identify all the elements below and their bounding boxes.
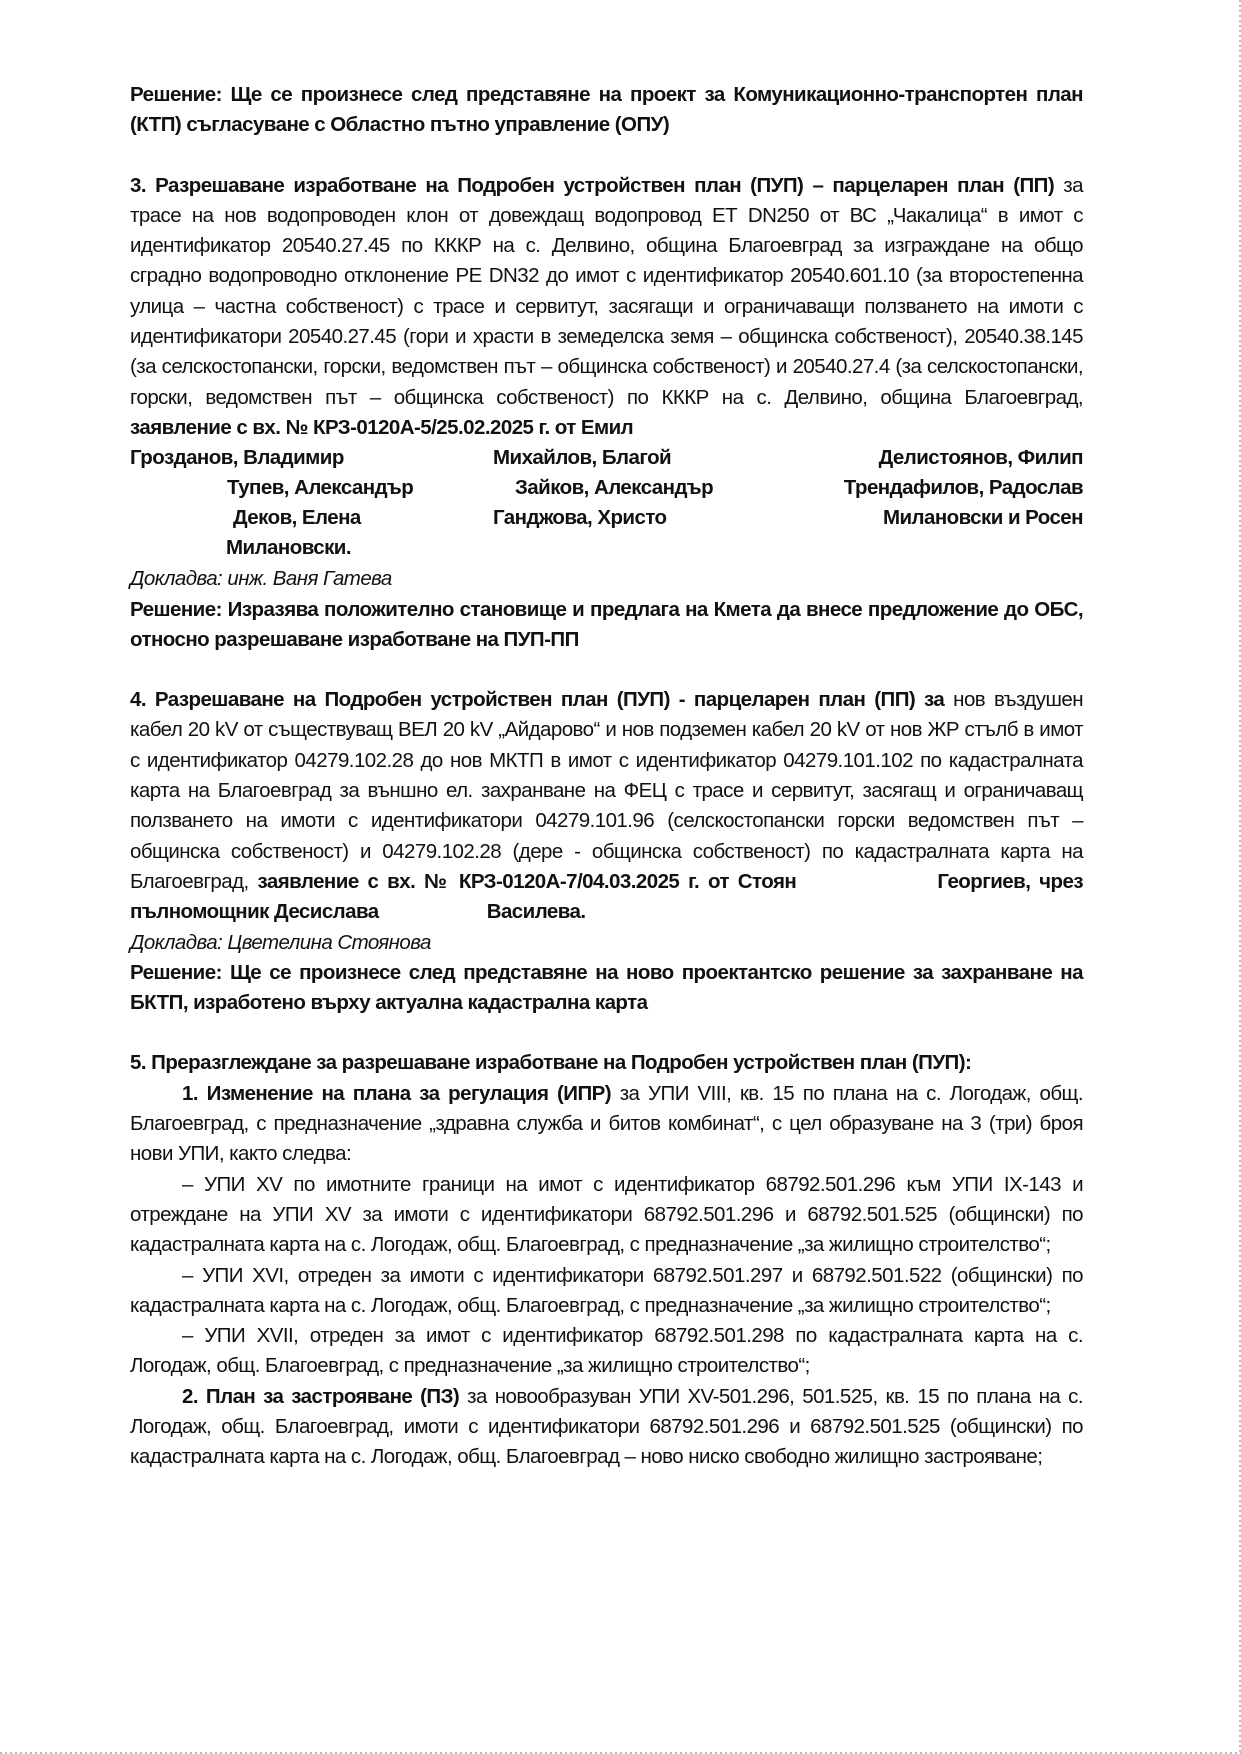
upi-bullet: – УПИ XV по имотните граници на имот с идентификатор 68792.501.296 към УПИ IX-143 и отреждане на УПИ XV за имоти с идентификатори 68792.501.296 и 68792.501.525 (общински) по кадастралната карта на с. Логодаж, общ. Благоевград, с предназначение „за жилищно строителство“; bbox=[130, 1172, 1083, 1257]
item3-decision: Решение: Изразява положително становище и предлага на Кмета да внесе предложение до ОБС, относно разрешаване изработване на ПУП-ПП bbox=[130, 597, 1083, 651]
decision-ktp: Решение: Ще се произнесе след представяне на проект за Комуникационно-транспортен план (КТП) съгласуване с Областно пътно управление (ОПУ) bbox=[130, 83, 1083, 137]
item5-sub1-body: за УПИ VIII, кв. 15 по плана на с. Логодаж, общ. Благоевград, с предназначение „здравна служба и битов комбинат“, с цел образуване на 3 (три) броя нови УПИ, както следва: bbox=[130, 1081, 1083, 1166]
applicant-name: Михайлов, Благой bbox=[493, 446, 672, 470]
item5-sub2-body: за новообразуван УПИ XV-501.296, 501.525, кв. 15 по плана на с. Логодаж, общ. Благоевград, имоти с идентификатори 68792.501.296 и 68792.501.525 (общински) по кадастралната карта на с. Логодаж, общ. Благоевград – ново ниско свободно жилищно застрояване; bbox=[130, 1384, 1083, 1469]
applicant-name: Милановски и Росен bbox=[882, 506, 1083, 530]
item5-sub2-label: 2. План за застрояване (ПЗ) bbox=[182, 1384, 460, 1408]
item3-heading: 3. Разрешаване изработване на Подробен устройствен план (ПУП) – парцеларен план (ПП) bbox=[130, 173, 1055, 197]
applicant-name: Милановски. bbox=[226, 536, 352, 560]
applicant-name: Зайков, Александър bbox=[515, 476, 714, 500]
agenda-item-5 bbox=[130, 1048, 1083, 1472]
applicant-name: Делистоянов, Филип bbox=[878, 446, 1083, 470]
applicant-name: Ганджова, Христо bbox=[493, 506, 667, 530]
agenda-item-4 bbox=[130, 685, 1089, 1018]
item3-reporter: Докладва: инж. Ваня Гатева bbox=[130, 567, 392, 591]
upi-bullet: – УПИ XVI, отреден за имоти с идентификатори 68792.501.297 и 68792.501.522 (общински) по кадастралната карта на с. Логодаж, общ. Благоевград, с предназначение „за жилищно строителство“; bbox=[130, 1263, 1083, 1317]
item4-application: заявление с вх. № КРЗ-0120А-7/04.03.2025 г. от Стоян Георгиев, чрез пълномощник Десислава Василева. bbox=[130, 869, 1089, 924]
item4-reporter: Докладва: Цветелина Стоянова bbox=[130, 930, 431, 954]
document-body bbox=[130, 80, 1089, 1473]
item3-body: за трасе на нов водопроводен клон от довеждащ водопровод ЕТ DN250 от ВС „Чакалица“ в имот с идентификатор 20540.27.45 по КККР на с. Делвино, община Благоевград за изграждане на общо сградно водопроводно отклонение PE DN32 до имот с идентификатор 20540.601.10 (за второстепенна улица – частна собственост) с трасе и сервитут, засягащи и ограничаващи ползването на имоти с идентификатори 20540.27.45 (гори и храсти в земеделска земя – общинска собственост), 20540.38.145 (за селскостопански, горски, ведомствен път – общинска собственост) и 20540.27.4 (за селскостопански, горски, ведомствен път – общинска собственост) по КККР на с. Делвино, община Благоевград, bbox=[130, 173, 1083, 409]
applicant-name: Грозданов, Владимир bbox=[130, 446, 344, 470]
item4-body: нов въздушен кабел 20 kV от съществуващ ВЕЛ 20 kV „Айдарово“ и нов подземен кабел 20 kV от нов ЖР стълб в имот с идентификатор 04279.102.28 до нов МКТП в имот с идентификатор 04279.101.102 по кадастралната карта на Благоевград за външно ел. захранване на ФЕЦ с трасе и сервитут, засягащ и ограничаващ ползването на имоти с идентификатори 04279.101.96 (селскостопански горски ведомствен път – общинска собственост) и 04279.102.28 (дере - общинска собственост) по кадастралната карта на Благоевград, bbox=[130, 688, 1083, 893]
item3-applicant-names bbox=[130, 443, 1083, 564]
applicant-name: Тупев, Александър bbox=[227, 476, 414, 500]
item5-sub1-label: 1. Изменение на плана за регулация (ИПР) bbox=[182, 1081, 612, 1105]
item4-heading: 4. Разрешаване на Подробен устройствен план (ПУП) - парцеларен план (ПП) за bbox=[130, 688, 945, 712]
item5-heading: 5. Преразглеждане за разрешаване изработване на Подробен устройствен план (ПУП): bbox=[130, 1051, 972, 1075]
item3-application: заявление с вх. № КРЗ-0120А-5/25.02.2025 г. от Емил bbox=[130, 415, 634, 439]
upi-bullet: – УПИ XVII, отреден за имот с идентификатор 68792.501.298 по кадастралната карта на с. Логодаж, общ. Благоевград, с предназначение „за жилищно строителство“; bbox=[130, 1324, 1083, 1378]
applicant-name: Трендафилов, Радослав bbox=[843, 476, 1083, 500]
item4-decision: Решение: Ще се произнесе след представяне на ново проектантско решение за захранване на БКТП, изработено върху актуална кадастрална карта bbox=[130, 960, 1083, 1015]
agenda-item-3 bbox=[130, 171, 1083, 656]
applicant-name: Деков, Елена bbox=[233, 506, 361, 530]
